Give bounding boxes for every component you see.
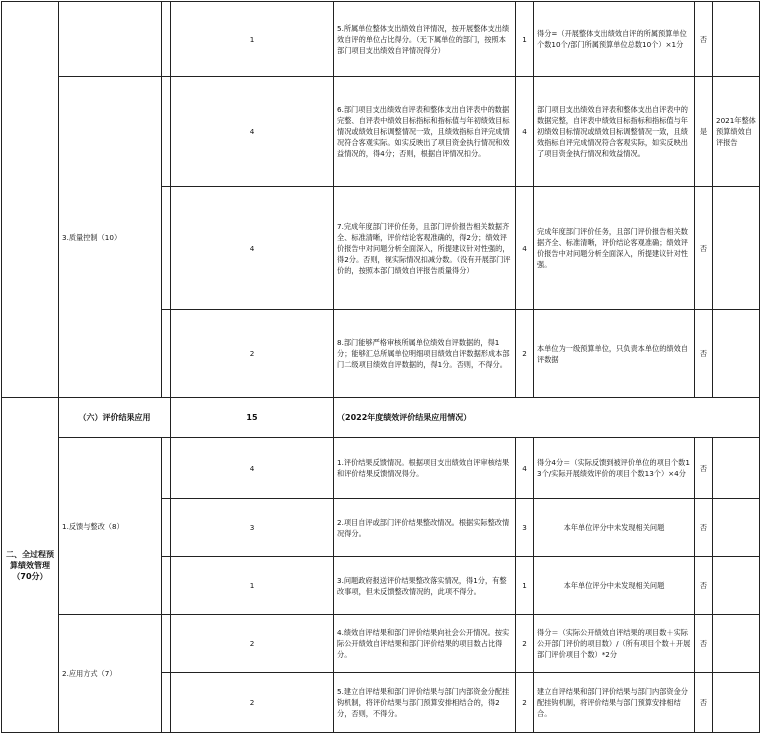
- row-flag: 否: [695, 673, 713, 733]
- section-name: （六）评价结果应用: [59, 398, 171, 438]
- subcat-quality-control: 3.质量控制（10）: [59, 77, 162, 398]
- row-score: 4: [171, 187, 334, 310]
- subcat-feedback: 1.反馈与整改（8）: [59, 438, 162, 615]
- row-basis: 部门项目支出绩效自评表和整体支出自评表中的数据完整，自评表中绩效目标指标和指标值与年初绩效目标情况或绩效目标调整情况一致，且绩效指标自评完成情况符合客观实际，如实反映出了项目资金执行情况和效益情况。: [534, 77, 695, 187]
- evaluation-table: [1, 1, 760, 733]
- row-basis: 得分＝（实际公开绩效自评结果的项目数＋实际公开部门评价的项目数）/（所有项目个数＋开展部门评价项目个数）*2分: [534, 615, 695, 673]
- major-category-cell-upper: [2, 2, 59, 398]
- table-row: [2, 77, 760, 187]
- row-basis: 得分4分＝（实际反馈到被评价单位的项目个数13个/实际开展绩效评价的项目个数13个）×4分: [534, 438, 695, 499]
- dash-cell: [162, 77, 171, 187]
- row-self-score: 4: [516, 187, 534, 310]
- section-header-row: [2, 398, 760, 438]
- row-criteria: 1.评价结果反馈情况。根据项目支出绩效自评审核结果和评价结果反馈情况得分。: [334, 438, 516, 499]
- row-basis: 本年单位评分中未发现相关问题: [534, 557, 695, 615]
- row-basis: 本年单位评分中未发现相关问题: [534, 499, 695, 557]
- major-category: 二、全过程预算绩效管理（70分）: [2, 398, 59, 733]
- dash-cell: [162, 615, 171, 673]
- row-self-score: 1: [516, 557, 534, 615]
- row-criteria: 8.部门能够严格审核所属单位绩效自评数据的，得1分；能够汇总所属单位明细项目绩效自评数据形成本部门二级项目绩效自评数据的，得1分。否则，不得分。: [334, 310, 516, 398]
- row-self-score: 2: [516, 310, 534, 398]
- row-flag: 否: [695, 2, 713, 77]
- dash-cell: [162, 438, 171, 499]
- dash-cell: [162, 2, 171, 77]
- subcat-cell-top: [59, 2, 162, 77]
- row-attachment: [713, 187, 760, 310]
- subcat-application: 2.应用方式（7）: [59, 615, 162, 733]
- section-score: 15: [171, 398, 334, 438]
- row-self-score: 1: [516, 2, 534, 77]
- row-score: 1: [171, 557, 334, 615]
- row-basis: 本单位为一级预算单位，只负责本单位的绩效自评数据: [534, 310, 695, 398]
- row-score: 2: [171, 615, 334, 673]
- row-self-score: 3: [516, 499, 534, 557]
- row-score: 2: [171, 310, 334, 398]
- table-row: [2, 438, 760, 499]
- row-self-score: 2: [516, 615, 534, 673]
- row-criteria: 5.建立自评结果和部门评价结果与部门内部资金分配挂钩机制，将评价结果与部门预算安排相结合的，得2分，否则，不得分。: [334, 673, 516, 733]
- row-attachment: 2021年整体预算绩效自评报告: [713, 77, 760, 187]
- row-basis: 完成年度部门评价任务，且部门评价报告相关数据齐全、标准清晰，评价结论客观准确；绩效评价报告中对问题分析全面深入，所提建议针对性强。: [534, 187, 695, 310]
- row-attachment: [713, 310, 760, 398]
- section-note: （2022年度绩效评价结果应用情况）: [334, 398, 760, 438]
- row-criteria: 3.问题政府报送评价结果整改落实情况，得1分，有整改事项，但未反馈整改情况的，此项不得分。: [334, 557, 516, 615]
- row-score: 3: [171, 499, 334, 557]
- row-attachment: [713, 2, 760, 77]
- row-score: 4: [171, 77, 334, 187]
- row-score: 2: [171, 673, 334, 733]
- row-criteria: 4.绩效自评结果和部门评价结果向社会公开情况。按实际公开绩效自评结果和部门评价结果的项目数占比得分。: [334, 615, 516, 673]
- row-flag: 是: [695, 77, 713, 187]
- dash-cell: [162, 310, 171, 398]
- row-self-score: 4: [516, 77, 534, 187]
- dash-cell: [162, 187, 171, 310]
- row-attachment: [713, 557, 760, 615]
- table-row: [2, 2, 760, 77]
- row-criteria: 2.项目自评或部门评价结果整改情况。根据实际整改情况得分。: [334, 499, 516, 557]
- row-attachment: [713, 615, 760, 673]
- table-row: [2, 615, 760, 673]
- row-criteria: 5.所属单位整体支出绩效自评情况，按开展整体支出绩效自评的单位占比得分。（无下属单位的部门，按照本部门项目支出绩效自评情况得分）: [334, 2, 516, 77]
- dash-cell: [162, 499, 171, 557]
- row-criteria: 6.部门项目支出绩效自评表和整体支出自评表中的数据完整、自评表中绩效目标指标和指标值与年初绩效目标情况或绩效目标调整情况一致，且绩效指标自评完成情况符合客观实际。如实反映出了项目资金执行情况和效益情况的，得4分；否则，根据自评情况扣分。: [334, 77, 516, 187]
- row-self-score: 2: [516, 673, 534, 733]
- row-self-score: 4: [516, 438, 534, 499]
- row-flag: 否: [695, 557, 713, 615]
- row-attachment: [713, 438, 760, 499]
- row-attachment: [713, 499, 760, 557]
- row-attachment: [713, 673, 760, 733]
- row-flag: 否: [695, 438, 713, 499]
- dash-cell: [162, 557, 171, 615]
- row-flag: 否: [695, 187, 713, 310]
- dash-cell: [162, 673, 171, 733]
- row-basis: 得分=（开展整体支出绩效自评的所属预算单位个数10个/部门所属预算单位总数10个）×1分: [534, 2, 695, 77]
- row-flag: 否: [695, 499, 713, 557]
- row-criteria: 7.完成年度部门评价任务，且部门评价报告相关数据齐全、标准清晰，评价结论客观准确的，得2分；绩效评价报告中对问题分析全面深入，所提建议针对性强的，得2分。否则，视实际情况扣减分数。（没有开展部门评价的，按照本部门绩效自评报告质量得分）: [334, 187, 516, 310]
- row-score: 1: [171, 2, 334, 77]
- row-score: 4: [171, 438, 334, 499]
- row-flag: 否: [695, 310, 713, 398]
- row-flag: 否: [695, 615, 713, 673]
- row-basis: 建立自评结果和部门评价结果与部门内部资金分配挂钩机制，将评价结果与部门预算安排相结合。: [534, 673, 695, 733]
